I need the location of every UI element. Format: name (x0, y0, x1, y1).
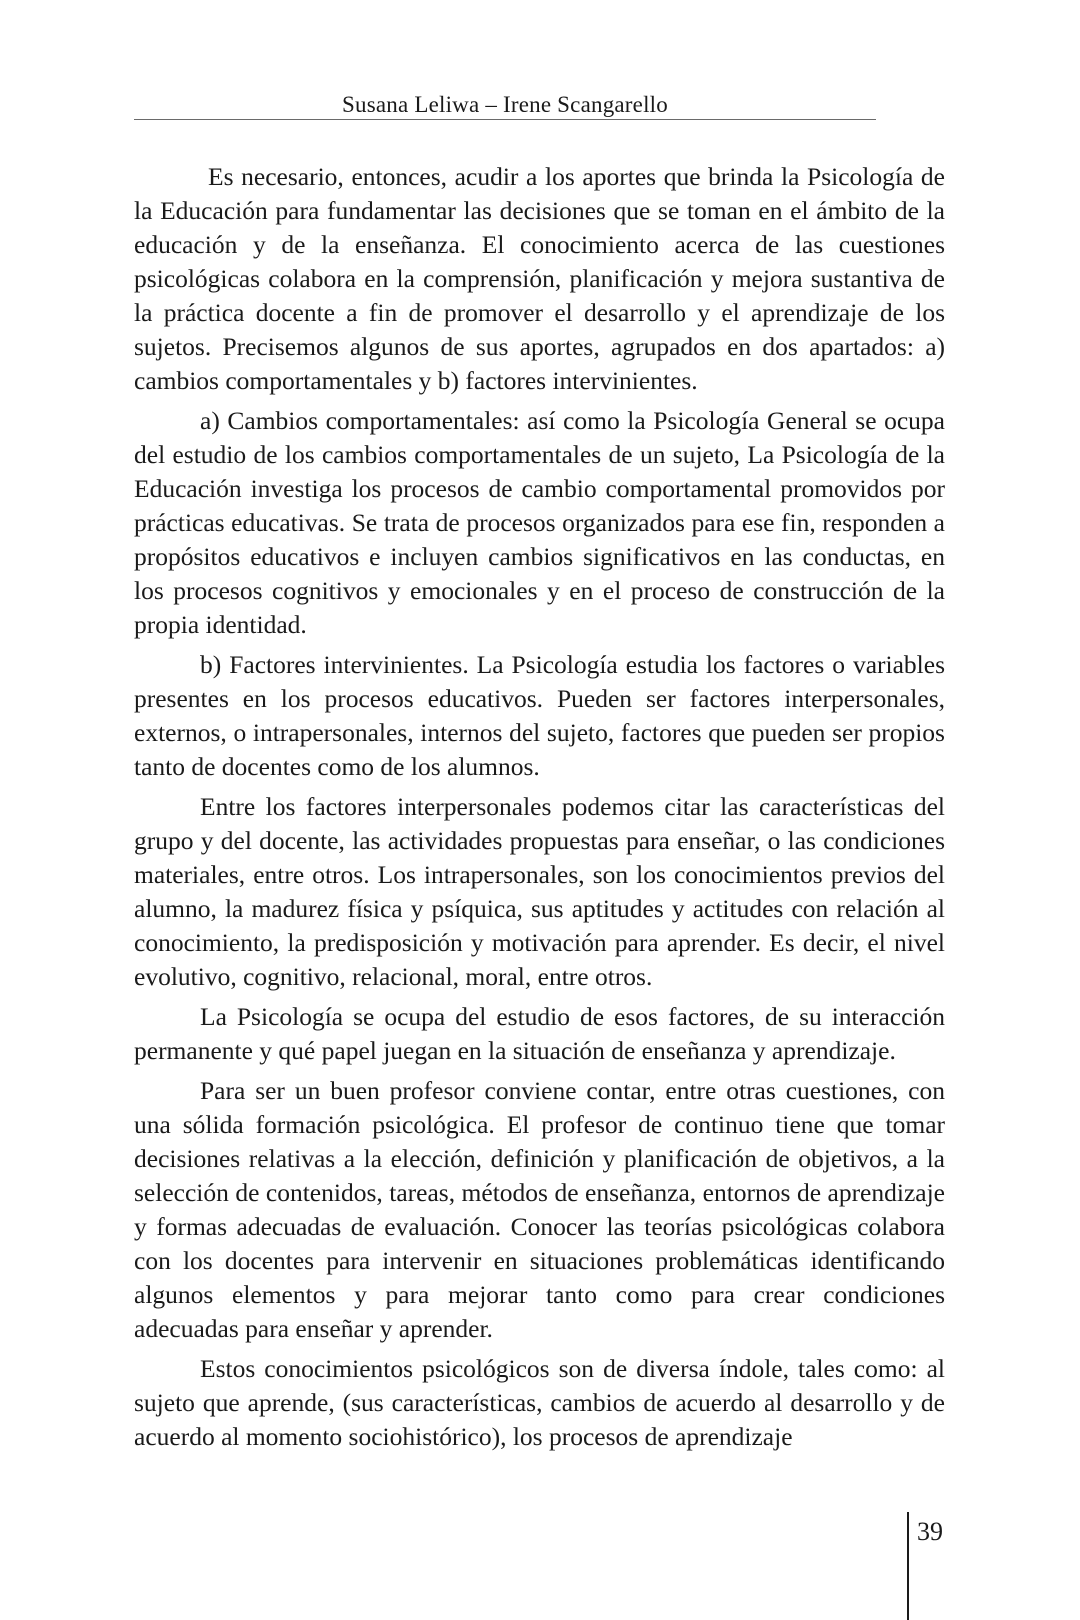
page-number: 39 (917, 1517, 943, 1546)
page-number-divider (907, 1512, 909, 1620)
paragraph-5: La Psicología se ocupa del estudio de esos factores, de su interacción permanente y qué papel juegan en la situación de enseñanza y aprendizaje. (134, 1002, 945, 1065)
paragraph-3: b) Factores intervinientes. La Psicología estudia los factores o variables presentes en los procesos educativos. Pueden ser factores interpersonales, externos, o intrapersonales, internos del sujeto, factores que pueden ser propios tanto de docentes como de los alumnos. (134, 650, 945, 781)
paragraph-6: Para ser un buen profesor conviene contar, entre otras cuestiones, con una sólida formación psicológica. El profesor de continuo tiene que tomar decisiones relativas a la elección, definición y planificación de objetivos, a la selección de contenidos, tareas, métodos de enseñanza, entornos de aprendizaje y formas adecuadas de evaluación. Conocer las teorías psicológicas colabora con los docentes para intervenir en situaciones problemáticas identificando algunos elementos y para mejorar tanto como para crear condiciones adecuadas para enseñar y aprender. (134, 1076, 945, 1343)
header-divider (134, 119, 876, 120)
paragraph-2: a) Cambios comportamentales: así como la Psicología General se ocupa del estudio de los cambios comportamentales de un sujeto, La Psicología de la Educación investiga los procesos de cambio comportamental promovidos por prácticas educativas. Se trata de procesos organizados para ese fin, responden a propósitos educativos e incluyen cambios significativos en las conductas, en los procesos cognitivos y emocionales y en el proceso de construcción de la propia identidad. (134, 406, 945, 639)
paragraph-7: Estos conocimientos psicológicos son de diversa índole, tales como: al sujeto que aprende, (sus características, cambios de acuerdo al desarrollo y de acuerdo al momento sociohistórico), los procesos de aprendizaje (134, 1354, 945, 1451)
paragraph-1: Es necesario, entonces, acudir a los aportes que brinda la Psicología de la Educación para fundamentar las decisiones que se toman en el ámbito de la educación y de la enseñanza. El conocimiento acerca de las cuestiones psicológicas colabora en la comprensión, planificación y mejora sustantiva de la práctica docente a fin de promover el desarrollo y el aprendizaje de los sujetos. Precisemos algunos de sus aportes, agrupados en dos apartados: a) cambios comportamentales y b) factores intervinientes. (134, 162, 945, 395)
running-header: Susana Leliwa – Irene Scangarello (342, 92, 668, 117)
paragraph-4: Entre los factores interpersonales podemos citar las características del grupo y del docente, las actividades propuestas para enseñar, o las condiciones materiales, entre otros. Los intrapersonales, son los conocimientos previos del alumno, la madurez física y psíquica, sus aptitudes y actitudes con relación al conocimiento, la predisposición y motivación para aprender. Es decir, el nivel evolutivo, cognitivo, relacional, moral, entre otros. (134, 792, 945, 991)
page-body (134, 160, 945, 1460)
